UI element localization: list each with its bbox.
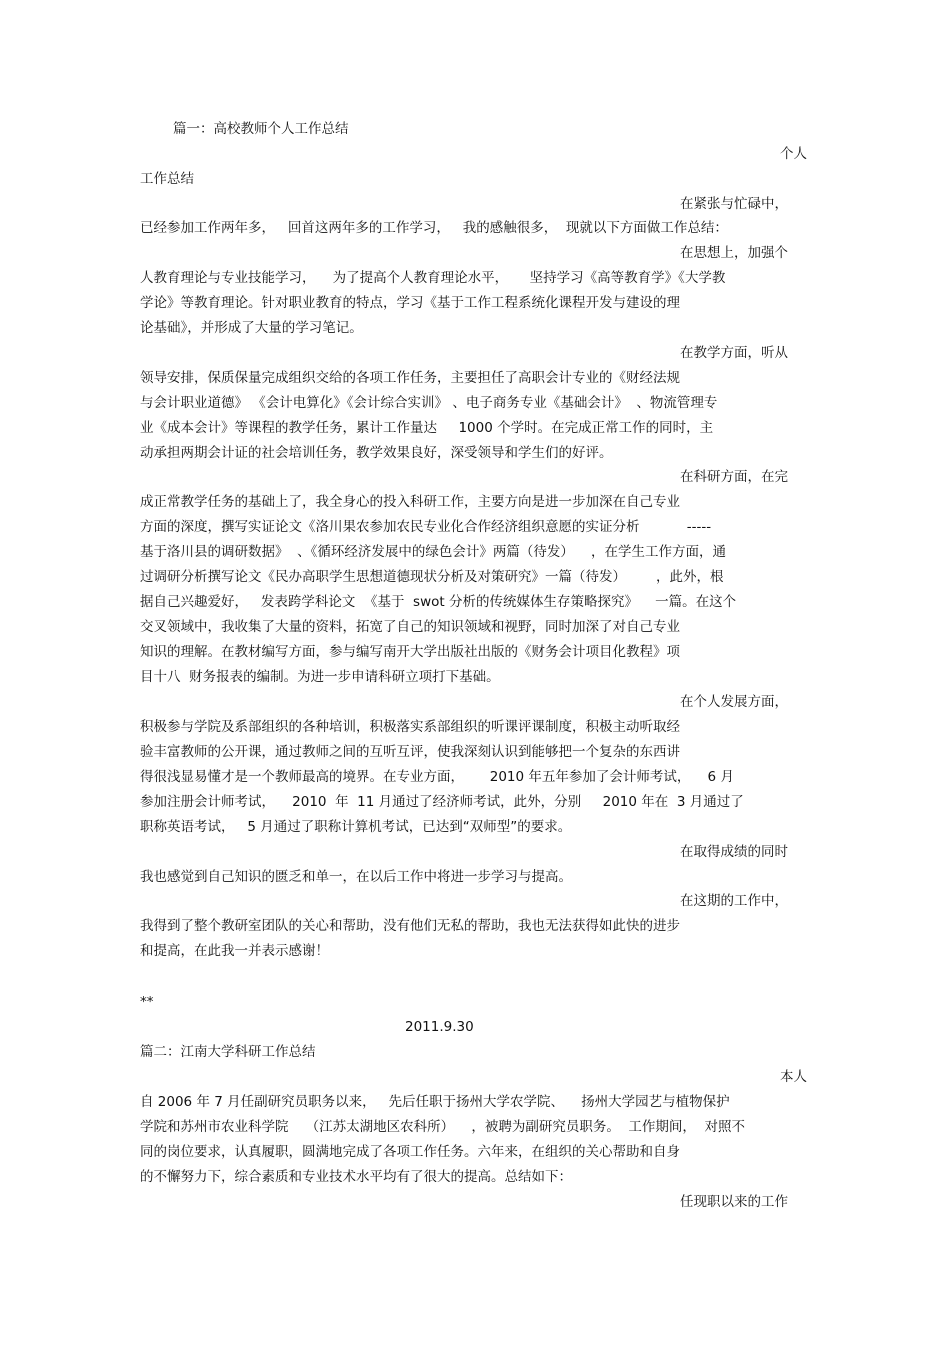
- text-line: 工作总结: [140, 171, 194, 187]
- text-line: 自 2006 年 7 月任副研究员职务以来， 先后任职于扬州大学农学院、 扬州大学园艺与植物保护: [140, 1094, 730, 1110]
- text-line: 职称英语考试， 5 月通过了职称计算机考试，已达到“双师型”的要求。: [140, 819, 572, 835]
- text-line: 在思想上，加强个: [680, 245, 788, 261]
- text-line: 得很浅显易懂才是一个教师最高的境界。在专业方面， 2010 年五年参加了会计师考试， 6 月: [140, 769, 734, 785]
- text-line: 在这期的工作中，: [680, 893, 788, 909]
- text-line: 我也感觉到自己知识的匮乏和单一，在以后工作中将进一步学习与提高。: [140, 869, 572, 885]
- text-line: 参加注册会计师考试， 2010 年 11 月通过了经济师考试，此外，分别 2010 年在 3 月通过了: [140, 794, 744, 810]
- text-line: 与会计职业道德》 《会计电算化》《会计综合实训》 、电子商务专业《基础会计》 、物流管理专: [140, 395, 718, 411]
- text-line: 的不懈努力下，综合素质和专业技术水平均有了很大的提高。总结如下：: [140, 1169, 572, 1185]
- text-line: 在紧张与忙碌中，: [680, 196, 788, 212]
- text-line: 学院和苏州市农业科学院 （江苏太湖地区农科所） ，被聘为副研究员职务。 工作期间， 对照不: [140, 1119, 745, 1135]
- text-line: 任现职以来的工作: [680, 1194, 788, 1210]
- section-title-2: 篇二：江南大学科研工作总结: [140, 1044, 316, 1060]
- text-line: 和提高，在此我一并表示感谢！: [140, 943, 329, 959]
- section-title-1: 篇一：高校教师个人工作总结: [173, 121, 349, 137]
- text-line: 在个人发展方面，: [680, 694, 788, 710]
- text-line: 人教育理论与专业技能学习， 为了提高个人教育理论水平， 坚持学习《高等教育学》《大学教: [140, 270, 726, 286]
- text-line: 业《成本会计》等课程的教学任务，累计工作量达 1000 个学时。在完成正常工作的同时，主: [140, 420, 714, 436]
- text-line: 知识的理解。在教材编写方面，参与编写南开大学出版社出版的《财务会计项目化教程》项: [140, 644, 680, 660]
- text-line: 验丰富教师的公开课，通过教师之间的互听互评，使我深刻认识到能够把一个复杂的东西讲: [140, 744, 680, 760]
- text-line: 方面的深度，撰写实证论文《洛川果农参加农民专业化合作经济组织意愿的实证分析 -----: [140, 519, 712, 535]
- text-line: 学论》等教育理论。针对职业教育的特点，学习《基于工作工程系统化课程开发与建设的理: [140, 295, 680, 311]
- text-line: 交叉领域中，我收集了大量的资料，拓宽了自己的知识领域和视野，同时加深了对自己专业: [140, 619, 680, 635]
- text-line: 成正常教学任务的基础上了，我全身心的投入科研工作，主要方向是进一步加深在自己专业: [140, 494, 680, 510]
- text-line: 我得到了整个教研室团队的关心和帮助，没有他们无私的帮助，我也无法获得如此快的进步: [140, 918, 680, 934]
- text-line: 积极参与学院及系部组织的各种培训，积极落实系部组织的听课评课制度，积极主动听取经: [140, 719, 680, 735]
- text-line: 领导安排，保质保量完成组织交给的各项工作任务，主要担任了高职会计专业的《财经法规: [140, 370, 680, 386]
- text-line: 已经参加工作两年多， 回首这两年多的工作学习， 我的感触很多， 现就以下方面做工作总结：: [140, 220, 728, 236]
- text-line: 过调研分析撰写论文《民办高职学生思想道德现状分析及对策研究》一篇（待发） ，此外，根: [140, 569, 724, 585]
- text-line: 目十八 财务报表的编制。为进一步申请科研立项打下基础。: [140, 669, 500, 685]
- text-line: 据自己兴趣爱好， 发表跨学科论文 《基于 swot 分析的传统媒体生存策略探究》 一篇。在这个: [140, 594, 737, 610]
- text-line: 本人: [780, 1069, 807, 1085]
- date-line: 2011.9.30: [405, 1019, 474, 1035]
- text-line: **: [140, 994, 154, 1010]
- text-line: 在科研方面，在完: [680, 469, 788, 485]
- text-line: 同的岗位要求，认真履职，圆满地完成了各项工作任务。六年来，在组织的关心帮助和自身: [140, 1144, 680, 1160]
- text-line: 动承担两期会计证的社会培训任务，教学效果良好，深受领导和学生们的好评。: [140, 445, 613, 461]
- text-line: 基于洛川县的调研数据》 、《循环经济发展中的绿色会计》两篇（待发） ，在学生工作方面，通: [140, 544, 726, 560]
- text-line: 个人: [780, 146, 807, 162]
- text-line: 论基础》，并形成了大量的学习笔记。: [140, 320, 363, 336]
- text-line: 在取得成绩的同时: [680, 844, 788, 860]
- text-line: 在教学方面，听从: [680, 345, 788, 361]
